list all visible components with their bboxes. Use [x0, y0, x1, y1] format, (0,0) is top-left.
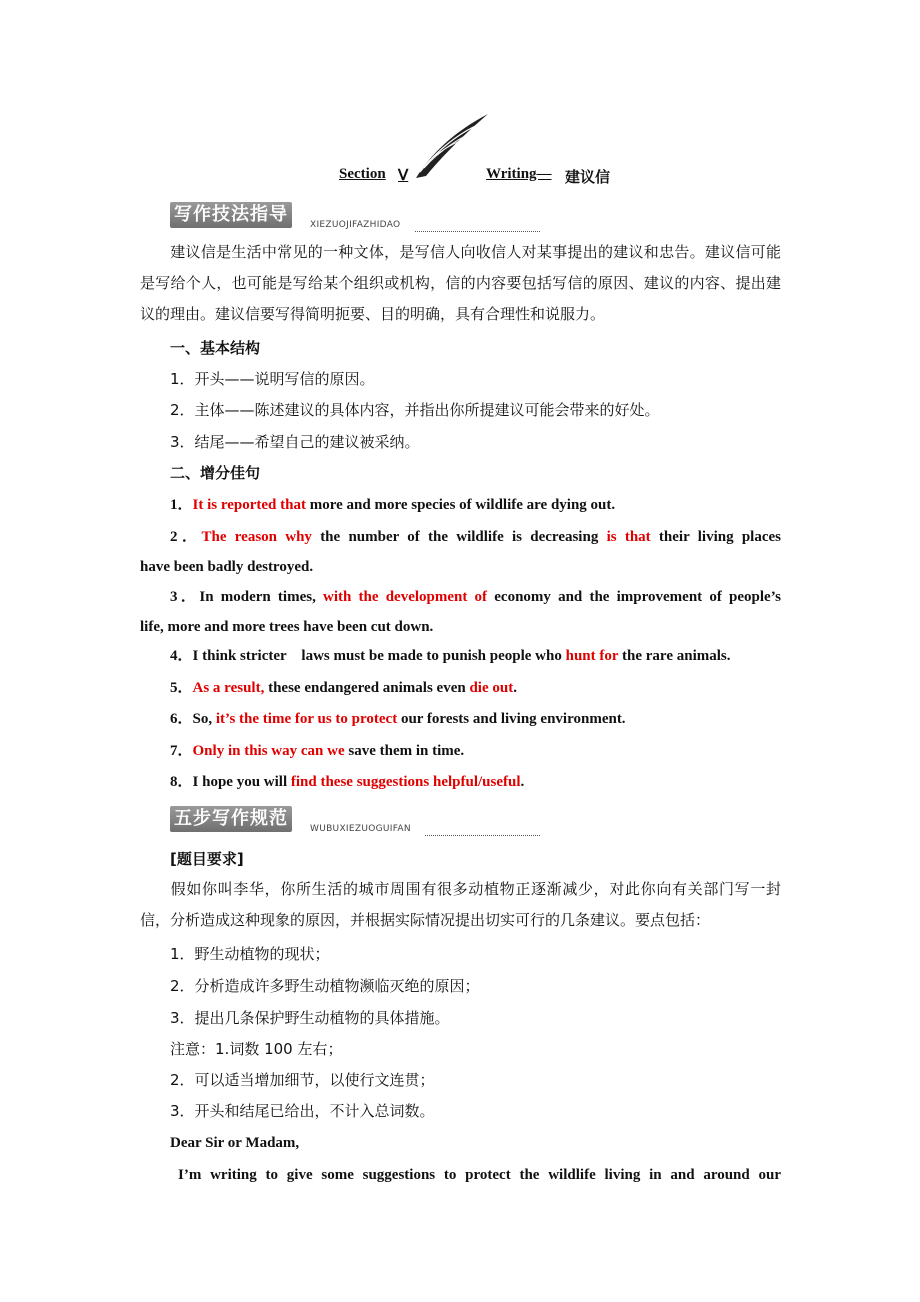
- task-point: 3．提出几条保护野生动植物的具体措施。: [170, 1009, 450, 1027]
- sentence-text: life, more and more trees have been cut down.: [140, 619, 434, 635]
- title-topic: 建议信: [565, 168, 611, 186]
- banner-dotted-rule: [415, 230, 540, 232]
- sentence-7: [170, 740, 464, 762]
- structure-item: 1．开头——说明写信的原因。: [170, 370, 375, 388]
- sentence-num: 1．: [170, 497, 193, 513]
- sentence-4: [170, 645, 731, 667]
- letter-salutation: Dear Sir or Madam,: [170, 1135, 300, 1151]
- sentence-5: [170, 677, 517, 699]
- banner-five-steps: [170, 806, 540, 836]
- sentence-text: .: [520, 774, 525, 790]
- banner-label: 五步写作规范: [170, 806, 292, 832]
- intro-text: 建议信是生活中常见的一种文体，是写信人向收信人对某事提出的建议和忠告。建议信可能是写给个人，也可能是写给某个组织或机构，信的内容要包括写信的原因、建议的内容、提出建议的理由。建议信要写得简明扼要、目的明确，具有合理性和说服力。: [140, 243, 781, 323]
- sentence-num: 3．: [170, 589, 200, 605]
- sentence-text: save them in time.: [344, 743, 465, 759]
- sentence-8: [170, 771, 524, 793]
- sentence-text: have been badly destroyed.: [140, 559, 314, 575]
- task-note: [170, 1038, 343, 1060]
- letter-opening-text: I’m writing to give some suggestions to protect the wildlife living in and around our: [178, 1167, 781, 1183]
- structure-item: 2．主体——陈述建议的具体内容，并指出你所提建议可能会带来的好处。: [170, 401, 660, 419]
- sentence-text: our forests and living environment.: [397, 711, 626, 727]
- title-numeral: Ⅴ: [398, 168, 409, 184]
- sentence-num: 4．: [170, 648, 193, 664]
- sentence-text: the rare animals.: [618, 648, 731, 664]
- banner-label: 写作技法指导: [170, 202, 292, 228]
- task-prompt: [140, 874, 781, 936]
- sentence-text: .: [513, 680, 517, 696]
- banner-pinyin: XIEZUOJIFAZHIDAO: [310, 220, 401, 230]
- sentence-text: So,: [192, 711, 216, 727]
- section-title: [0, 166, 920, 188]
- sentence-text: I hope you will: [192, 774, 291, 790]
- highlight-phrase: The reason why: [201, 529, 312, 545]
- task-heading: [题目要求]: [170, 850, 244, 868]
- sentence-text: these endangered animals even: [264, 680, 470, 696]
- structure-item: 3．结尾——希望自己的建议被采纳。: [170, 433, 420, 451]
- intro-paragraph: [140, 237, 781, 330]
- sentence-6: [170, 708, 626, 730]
- sentence-2: [140, 522, 781, 582]
- task-note: 2．可以适当增加细节，以使行文连贯；: [170, 1071, 435, 1089]
- highlight-phrase: with the development of: [323, 589, 488, 605]
- highlight-phrase: As a result,: [192, 680, 265, 696]
- highlight-phrase: Only in this way can we: [192, 743, 345, 759]
- task-note: 3．开头和结尾已给出，不计入总词数。: [170, 1102, 435, 1120]
- sentence-3: [140, 582, 781, 642]
- sentence-text: their living places: [650, 529, 781, 545]
- task-point: 1．野生动植物的现状；: [170, 945, 330, 963]
- sentence-num: 8．: [170, 774, 193, 790]
- sentence-num: 6．: [170, 711, 193, 727]
- banner-pinyin: WUBUXIEZUOGUIFAN: [310, 824, 411, 834]
- structure-heading: 一、基本结构: [170, 339, 261, 357]
- task-point: 2．分析造成许多野生动植物濒临灭绝的原因；: [170, 977, 480, 995]
- sentence-text: economy and the improvement of people’s: [487, 589, 781, 605]
- highlight-phrase: find these suggestions helpful/useful: [290, 774, 521, 790]
- sentence-text: more and more species of wildlife are dying out.: [305, 497, 616, 513]
- sentence-1: [170, 494, 615, 516]
- highlight-phrase: it’s the time for us to protect: [215, 711, 398, 727]
- highlight-phrase: It is reported that: [192, 497, 306, 513]
- banner-writing-skills: [170, 202, 540, 232]
- sentence-num: 7．: [170, 743, 193, 759]
- sentences-heading: 二、增分佳句: [170, 464, 261, 482]
- sentence-text: In modern times,: [199, 589, 324, 605]
- banner-dotted-rule: [425, 834, 540, 836]
- sentence-num: 2．: [170, 529, 202, 545]
- sentence-text: I think stricter laws must be made to punish people who: [192, 648, 566, 664]
- highlight-phrase: hunt for: [565, 648, 619, 664]
- sentence-num: 5．: [170, 680, 193, 696]
- title-writing: Writing—: [486, 166, 552, 182]
- highlight-phrase: is that: [606, 529, 651, 545]
- sentence-text: the number of the wildlife is decreasing: [311, 529, 607, 545]
- note-label: 注意：: [170, 1040, 216, 1058]
- task-prompt-text: 假如你叫李华，你所生活的城市周围有很多动植物正逐渐减少，对此你向有关部门写一封信，分析造成这种现象的原因，并根据实际情况提出切实可行的几条建议。要点包括：: [140, 880, 781, 929]
- note-text: 1.词数 100 左右；: [215, 1040, 343, 1058]
- title-section: Section: [339, 166, 386, 182]
- highlight-phrase: die out: [469, 680, 514, 696]
- letter-opening: [178, 1160, 781, 1190]
